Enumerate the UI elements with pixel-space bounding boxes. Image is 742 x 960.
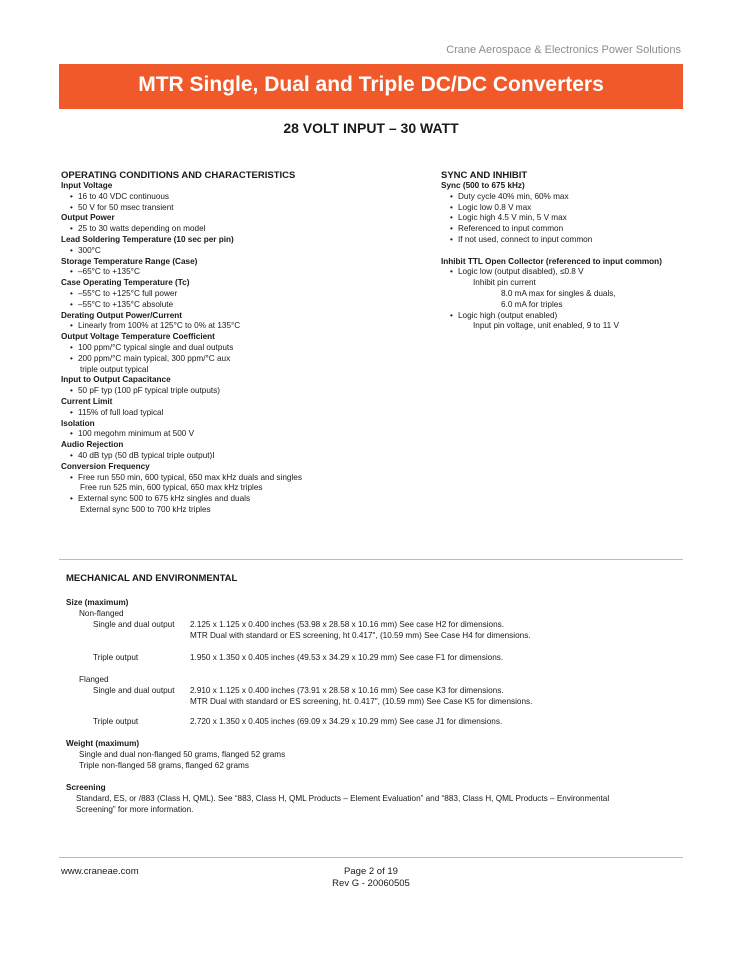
item-label: Storage Temperature Range (Case) — [61, 256, 198, 266]
weight-label: Weight (maximum) — [66, 739, 140, 748]
f-triple-size: 2.720 x 1.350 x 0.405 inches (69.09 x 34.29 x 10.29 mm) See case J1 for dimensions. — [190, 717, 503, 726]
bullet-item: • 300°C — [61, 246, 391, 257]
f-single-dual-label: Single and dual output — [93, 686, 175, 695]
sync-list — [441, 181, 731, 332]
item-label: Output Power — [61, 213, 115, 223]
divider — [59, 559, 683, 560]
spacer — [441, 246, 731, 257]
bullet-item: • Free run 550 min, 600 typical, 650 max kHz duals and singles — [61, 473, 391, 484]
bullet-item: • If not used, connect to input common — [441, 235, 731, 246]
bullet-item: • External sync 500 to 675 kHz singles and duals — [61, 494, 391, 505]
item-label: Input to Output Capacitance — [61, 375, 171, 385]
sync-heading: SYNC AND INHIBIT — [441, 170, 528, 181]
item-label: Current Limit — [61, 396, 113, 406]
indented-line: 6.0 mA for triples — [501, 299, 563, 309]
item-label: Inhibit TTL Open Collector (referenced to input common) — [441, 256, 662, 266]
indented-line: Input pin voltage, unit enabled, 9 to 11 V — [473, 321, 619, 331]
item-label: Derating Output Power/Current — [61, 310, 182, 320]
bullet-item: • Referenced to input common — [441, 224, 731, 235]
bullet-item: • Logic low 0.8 V max — [441, 203, 731, 214]
operating-section — [61, 170, 391, 516]
screening-line-2: Screening” for more information. — [76, 805, 194, 814]
bullet-item: • 50 V for 50 msec transient — [61, 203, 391, 214]
bullet-item: • 100 megohm minimum at 500 V — [61, 429, 391, 440]
operating-list — [61, 181, 391, 516]
nf-triple-size: 1.950 x 1.350 x 0.405 inches (49.53 x 34.29 x 10.29 mm) See case F1 for dimensions. — [190, 653, 504, 662]
bullet-item: • Logic low (output disabled), ≤0.8 V — [441, 267, 731, 278]
footer-url[interactable]: www.craneae.com — [61, 866, 139, 877]
bullet-item: • –65°C to +135°C — [61, 267, 391, 278]
footer-rev: Rev G - 20060505 — [332, 878, 410, 889]
nf-single-dual-note: MTR Dual with standard or ES screening, ht 0.417", (10.59 mm) See Case H4 for dimensions. — [190, 631, 531, 640]
weight-line-1: Single and dual non-flanged 50 grams, flanged 52 grams — [79, 750, 286, 759]
indented-line: 8.0 mA max for singles & duals, — [501, 288, 616, 298]
bullet-item: • 25 to 30 watts depending on model — [61, 224, 391, 235]
f-triple-label: Triple output — [93, 717, 139, 726]
bullet-item: • 200 ppm/°C main typical, 300 ppm/°C aux — [61, 354, 391, 365]
screening-label: Screening — [66, 783, 106, 792]
bullet-item: • 16 to 40 VDC continuous — [61, 192, 391, 203]
item-label: Lead Soldering Temperature (10 sec per pin) — [61, 234, 234, 244]
weight-line-2: Triple non-flanged 58 grams, flanged 62 grams — [79, 761, 249, 770]
bullet-item: • 115% of full load typical — [61, 408, 391, 419]
bullet-item: • 40 dB typ (50 dB typical triple output)I — [61, 451, 391, 462]
footer-page: Page 2 of 19 — [344, 866, 398, 877]
item-label: Conversion Frequency — [61, 461, 150, 471]
bullet-item: • Duty cycle 40% min, 60% max — [441, 192, 731, 203]
item-label: Output Voltage Temperature Coefficient — [61, 332, 215, 342]
continuation-line: triple output typical — [80, 364, 149, 374]
bullet-item: • 100 ppm/°C typical single and dual outputs — [61, 343, 391, 354]
title-banner — [59, 64, 683, 109]
non-flanged-label: Non-flanged — [79, 609, 124, 618]
item-label: Input Voltage — [61, 181, 113, 190]
bullet-item: • –55°C to +125°C full power — [61, 289, 391, 300]
item-label: Case Operating Temperature (Tc) — [61, 278, 190, 288]
item-label: Sync (500 to 675 kHz) — [441, 181, 525, 190]
page-subtitle: 28 VOLT INPUT – 30 WATT — [283, 120, 459, 136]
bullet-item: • Logic high (output enabled) — [441, 311, 731, 322]
company-name: Crane Aerospace & Electronics Power Solutions — [446, 44, 681, 56]
bullet-item: • Logic high 4.5 V min, 5 V max — [441, 213, 731, 224]
footer-divider — [59, 857, 683, 858]
screening-line-1: Standard, ES, or /883 (Class H, QML). See “883, Class H, QML Products – Element Evaluation” and “883, Class H, QML Products – Environmental — [76, 794, 610, 803]
indented-line: Inhibit pin current — [473, 278, 536, 288]
mechanical-heading: MECHANICAL AND ENVIRONMENTAL — [66, 573, 238, 584]
bullet-item: • 50 pF typ (100 pF typical triple outputs) — [61, 386, 391, 397]
f-single-dual-note: MTR Dual with standard or ES screening, ht. 0.417", (10.59 mm) See Case K5 for dimensions. — [190, 697, 533, 706]
page-title: MTR Single, Dual and Triple DC/DC Converters — [138, 73, 604, 96]
continuation-line: Free run 525 min, 600 typical, 650 max kHz triples — [80, 483, 263, 493]
bullet-item: • Linearly from 100% at 125°C to 0% at 135°C — [61, 321, 391, 332]
size-label: Size (maximum) — [66, 598, 129, 607]
continuation-line: External sync 500 to 700 kHz triples — [80, 504, 211, 514]
nf-single-dual-size: 2.125 x 1.125 x 0.400 inches (53.98 x 28.58 x 10.16 mm) See case H2 for dimensions. — [190, 620, 505, 629]
nf-single-dual-label: Single and dual output — [93, 620, 175, 629]
operating-heading: OPERATING CONDITIONS AND CHARACTERISTICS — [61, 170, 296, 181]
item-label: Audio Rejection — [61, 440, 124, 450]
flanged-label: Flanged — [79, 675, 109, 684]
nf-triple-label: Triple output — [93, 653, 139, 662]
f-single-dual-size: 2.910 x 1.125 x 0.400 inches (73.91 x 28.58 x 10.16 mm) See case K3 for dimensions. — [190, 686, 504, 695]
item-label: Isolation — [61, 418, 95, 428]
sync-section — [441, 170, 731, 332]
bullet-item: • –55°C to +135°C absolute — [61, 300, 391, 311]
